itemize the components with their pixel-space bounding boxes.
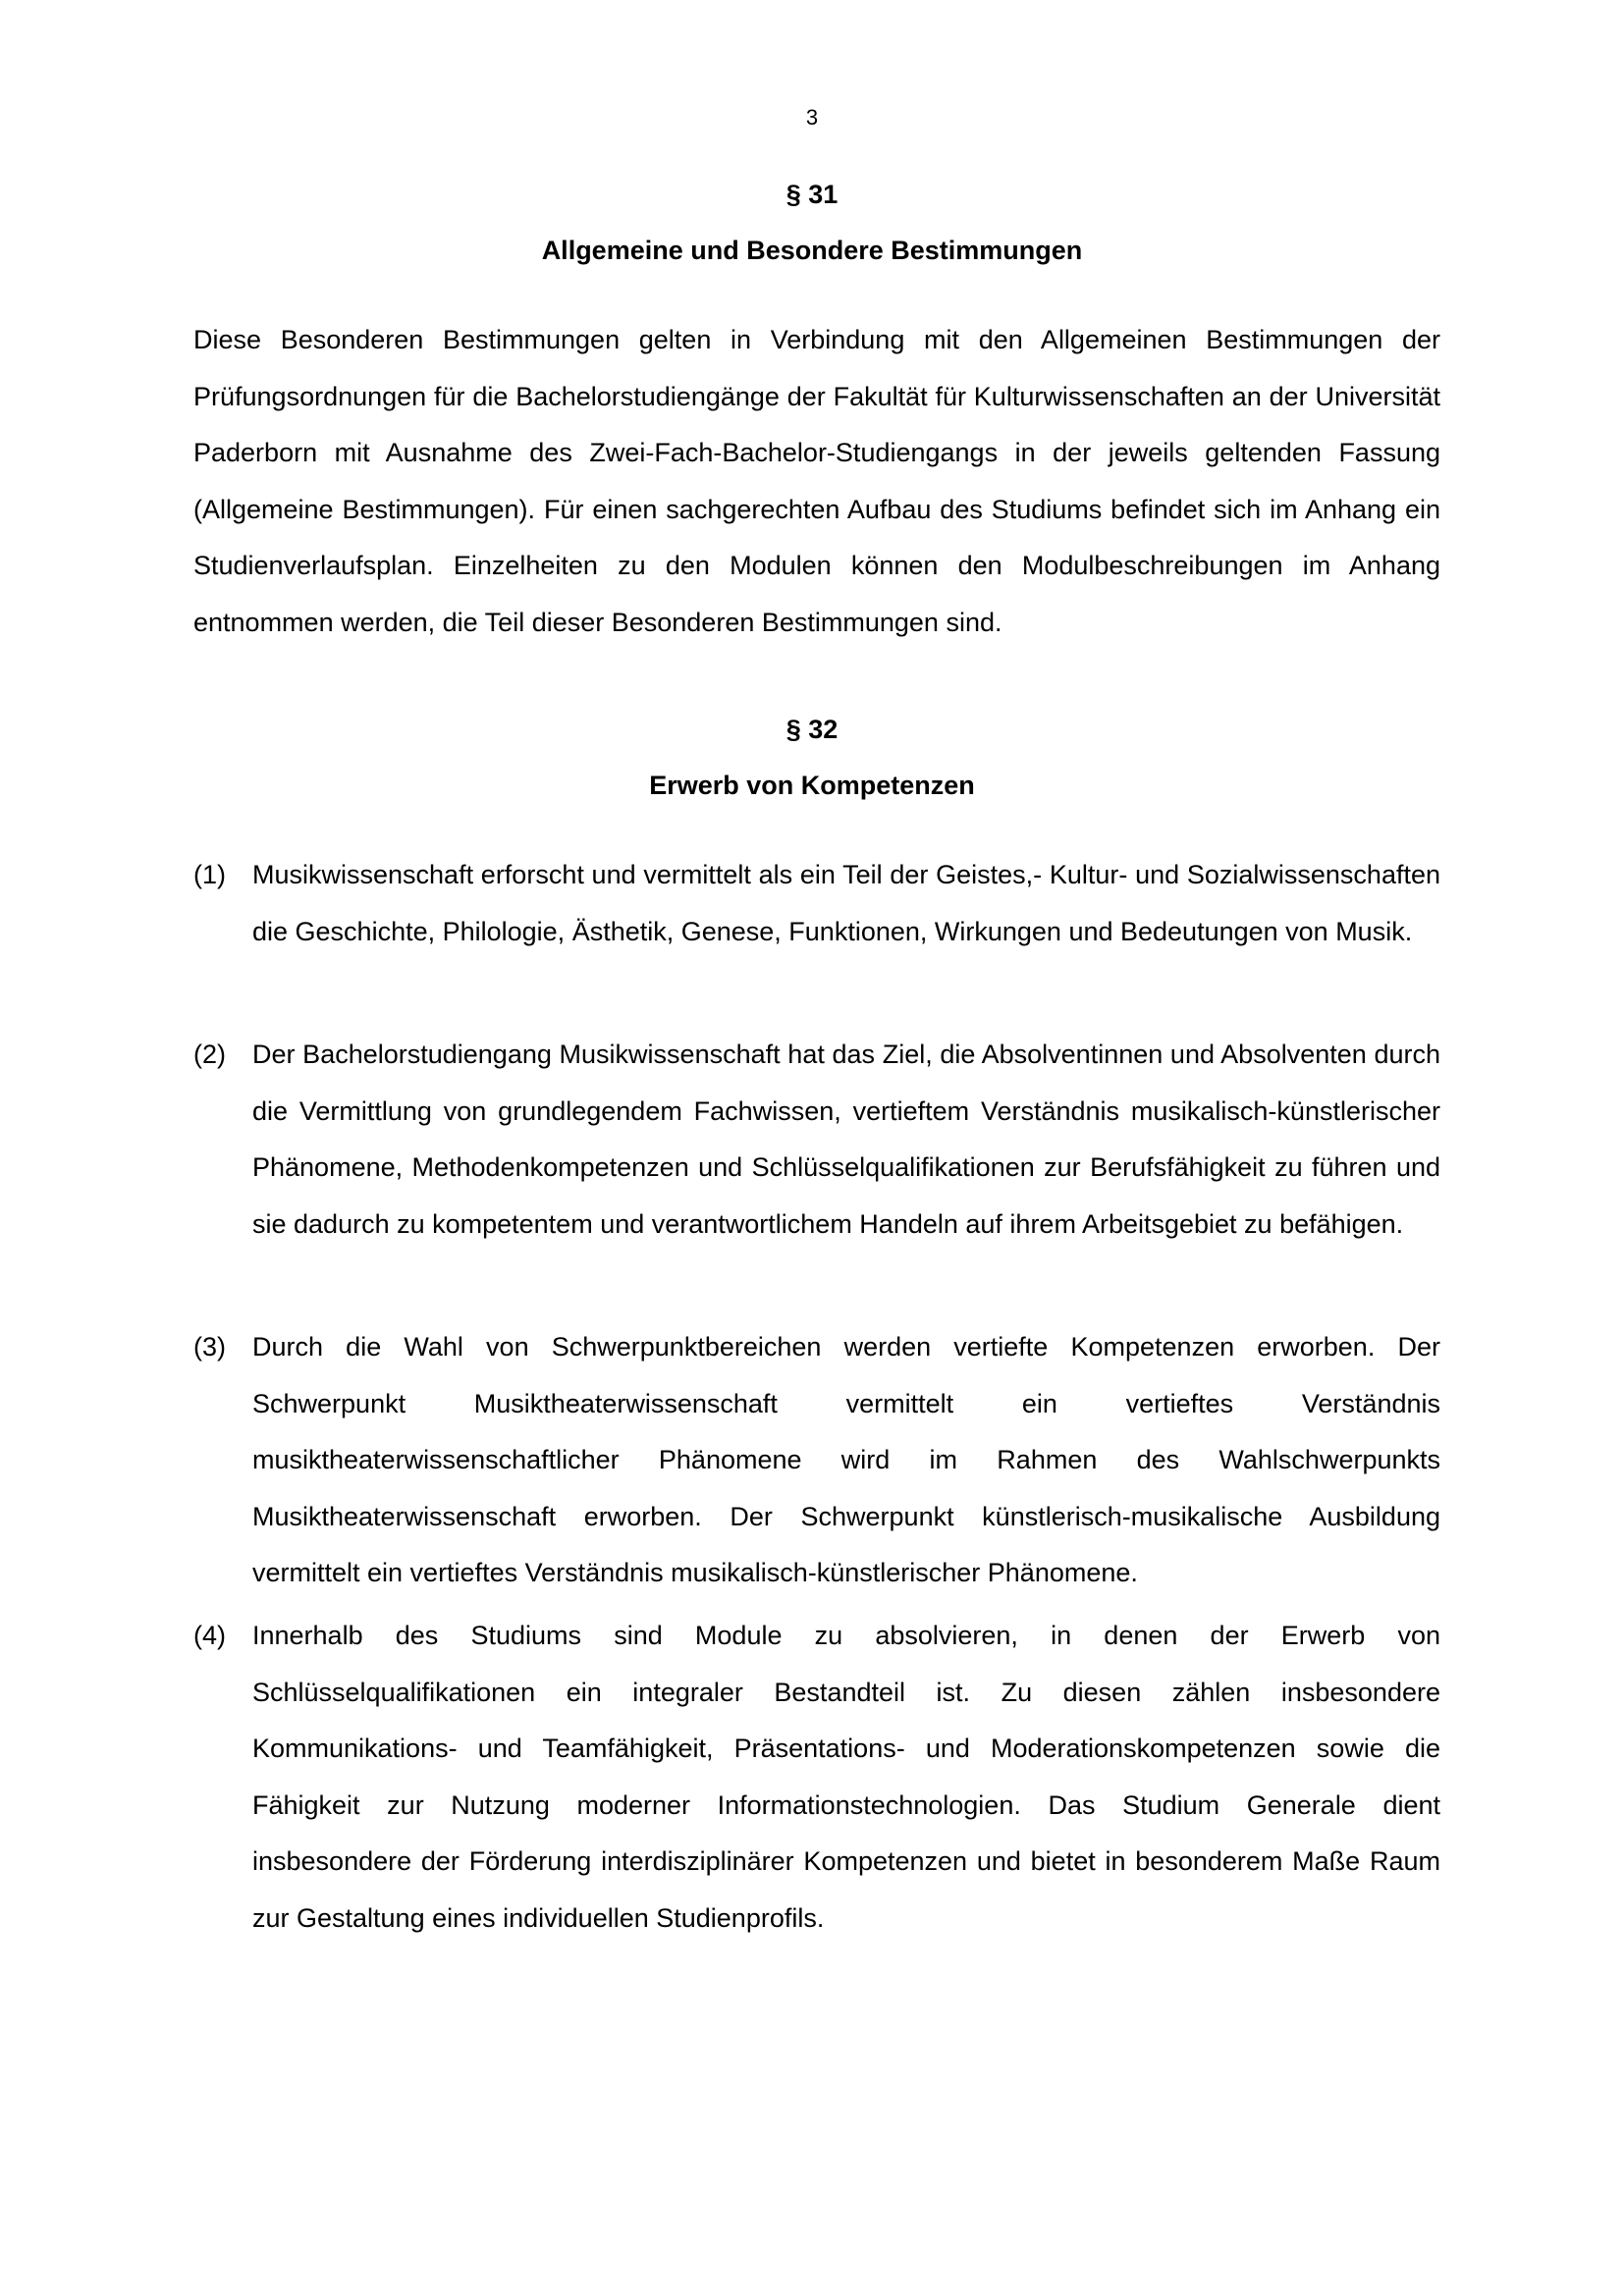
numbered-item-1 [193,847,1440,960]
item-label: (3) [193,1332,226,1362]
page-number: 3 [805,105,819,130]
numbered-item-2 [193,1027,1440,1253]
section-32-number: § 32 [785,715,839,744]
item-text: Durch die Wahl von Schwerpunktbereichen werden vertiefte Kompetenzen erworben. Der Schwerpunkt Musiktheaterwissenschaft vermittelt ein vertieftes Verständnis musiktheaterwissenschaftlicher Phänomene wird im Rahmen des Wahlschwerpunkts Musiktheaterwissenschaft erworben. Der Schwerpunkt künstlerisch-musikalische Ausbildung vermittelt ein vertieftes Verständnis musikalisch-künstlerischer Phänomene. [252,1332,1440,1587]
section-31-title: Allgemeine und Besondere Bestimmungen [541,236,1083,265]
item-text: Innerhalb des Studiums sind Module zu absolvieren, in denen der Erwerb von Schlüsselqualifikationen ein integraler Bestandteil ist. Zu diesen zählen insbesondere Kommunikations- und Teamfähigkeit, Präsentations- und Moderationskompetenzen sowie die Fähigkeit zur Nutzung moderner Informationstechnologien. Das Studium Generale dient insbesondere der Förderung interdisziplinärer Kompetenzen und bietet in besonderem Maße Raum zur Gestaltung eines individuellen Studienprofils. [252,1621,1440,1933]
section-31-number: § 31 [785,180,839,209]
numbered-item-3 [193,1319,1440,1602]
section-31-paragraph: Diese Besonderen Bestimmungen gelten in Verbindung mit den Allgemeinen Bestimmungen der Prüfungsordnungen für die Bachelorstudiengänge der Fakultät für Kulturwissenschaften an der Universität Paderborn mit Ausnahme des Zwei-Fach-Bachelor-Studiengangs in der jeweils geltenden Fassung (Allgemeine Bestimmungen). Für einen sachgerechten Aufbau des Studiums befindet sich im Anhang ein Studienverlaufsplan. Einzelheiten zu den Modulen können den Modulbeschreibungen im Anhang entnommen werden, die Teil dieser Besonderen Bestimmungen sind. [193,325,1440,637]
item-label: (2) [193,1040,226,1069]
item-label: (1) [193,860,226,889]
section-32-title: Erwerb von Kompetenzen [649,771,975,800]
numbered-item-4 [193,1608,1440,1947]
item-text: Der Bachelorstudiengang Musikwissenschaft hat das Ziel, die Absolventinnen und Absolventen durch die Vermittlung von grundlegendem Fachwissen, vertieftem Verständnis musikalisch-künstlerischer Phänomene, Methodenkompetenzen und Schlüsselqualifikationen zur Berufsfähigkeit zu führen und sie dadurch zu kompetentem und verantwortlichem Handeln auf ihrem Arbeitsgebiet zu befähigen. [252,1040,1440,1239]
item-label: (4) [193,1621,226,1650]
item-text: Musikwissenschaft erforscht und vermittelt als ein Teil der Geistes,- Kultur- und Sozialwissenschaften die Geschichte, Philologie, Ästhetik, Genese, Funktionen, Wirkungen und Bedeutungen von Musik. [252,860,1440,946]
